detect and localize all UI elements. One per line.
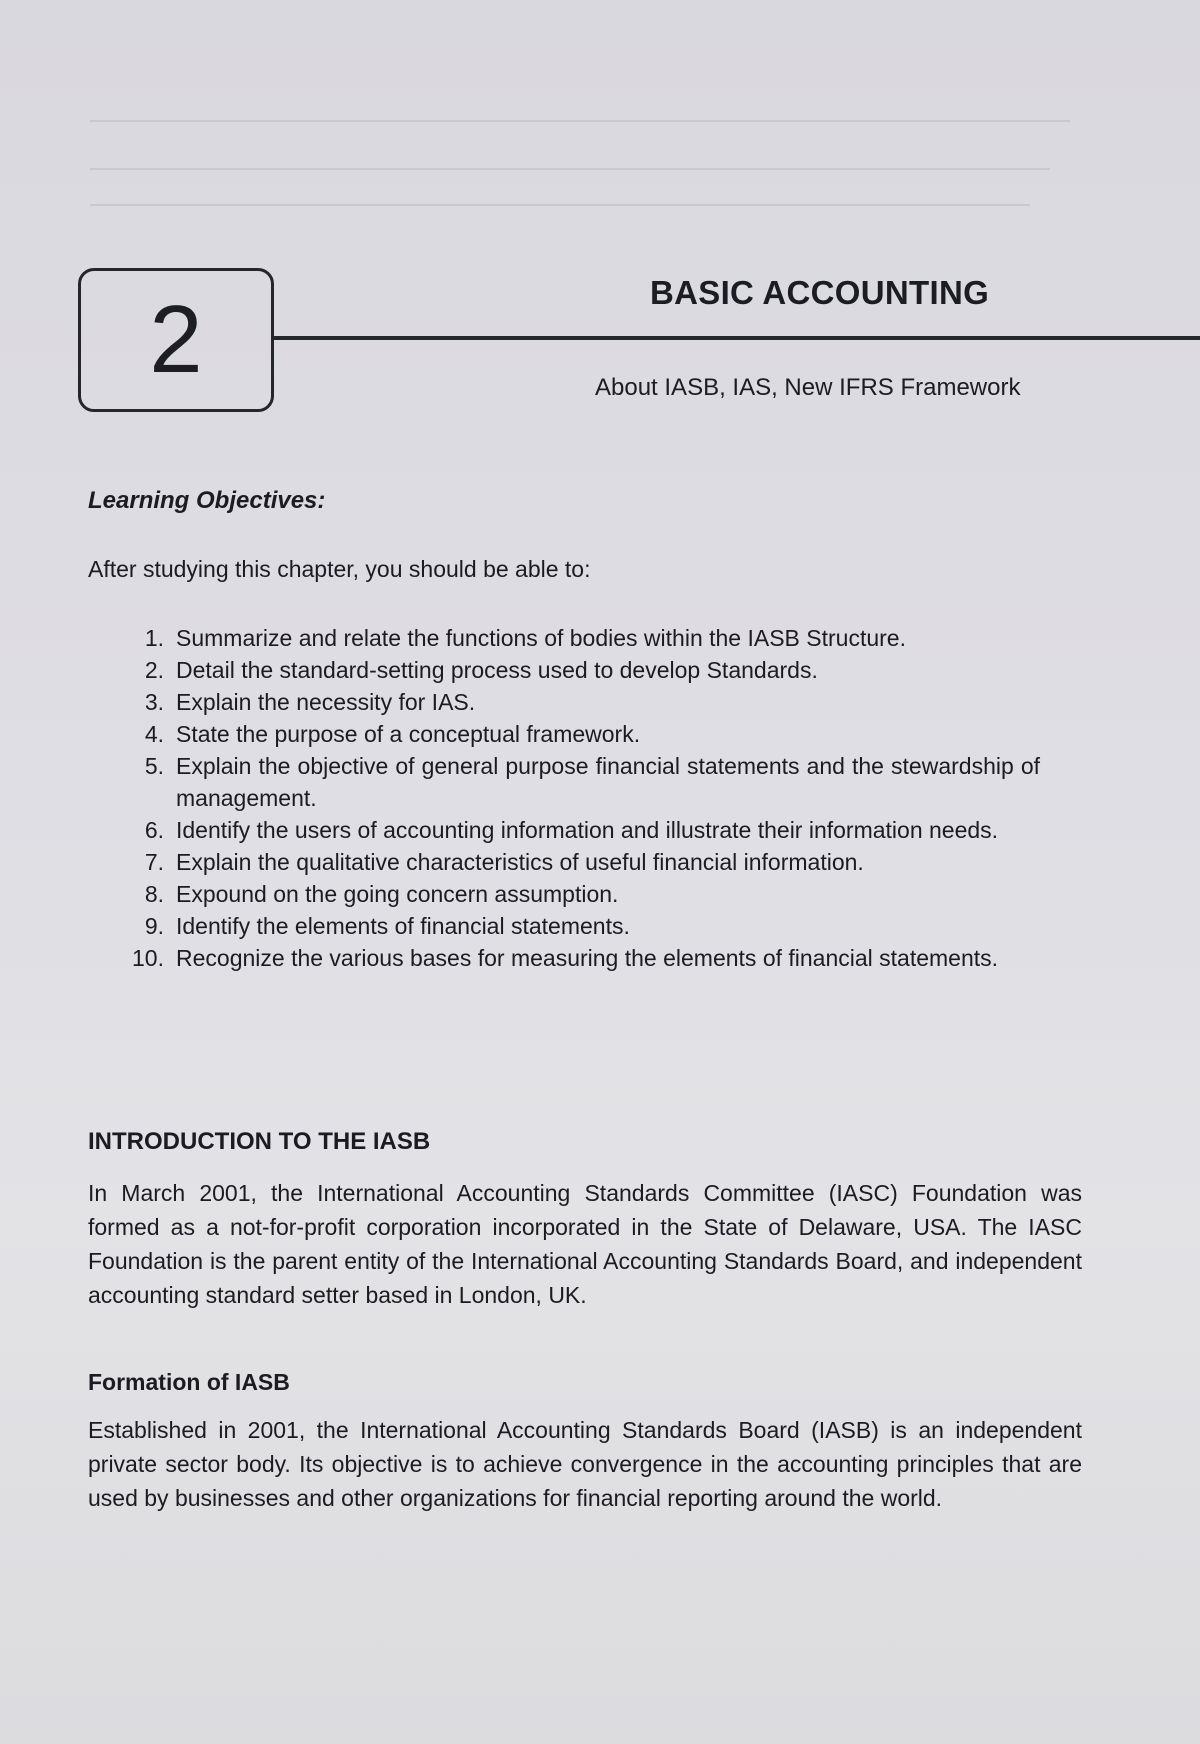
item-number: 6. xyxy=(144,817,164,843)
chapter-header-rule xyxy=(274,336,1200,340)
list-item xyxy=(120,750,1040,814)
introduction-paragraph: In March 2001, the International Accounting Standards Committee (IASC) Foundation was formed as a not-for-profit corporation incorporated in the State of Delaware, USA. The IASC Foundation is the parent entity of the International Accounting Standards Board, and independent accounting standard setter based in London, UK. xyxy=(88,1180,1082,1308)
item-number: 7. xyxy=(144,849,164,875)
objectives-list xyxy=(120,622,1040,974)
bleed-through-line xyxy=(90,120,1070,122)
item-text: Expound on the going concern assumption. xyxy=(176,881,619,907)
list-item xyxy=(120,654,1040,686)
chapter-title: BASIC ACCOUNTING xyxy=(650,274,990,311)
item-number: 8. xyxy=(144,881,164,907)
item-number: 2. xyxy=(144,657,164,683)
item-text: Explain the objective of general purpose financial statements and the stewardship of management. xyxy=(176,753,1040,811)
list-item xyxy=(120,846,1040,878)
item-text: State the purpose of a conceptual framework. xyxy=(176,721,641,747)
item-text: Explain the necessity for IAS. xyxy=(176,689,476,715)
chapter-subtitle: About IASB, IAS, New IFRS Framework xyxy=(595,374,1021,401)
item-number: 10. xyxy=(132,945,164,971)
item-number: 9. xyxy=(144,913,164,939)
list-item xyxy=(120,942,1040,974)
item-number: 3. xyxy=(144,689,164,715)
list-item xyxy=(120,686,1040,718)
introduction-heading: INTRODUCTION TO THE IASB xyxy=(88,1128,431,1155)
list-item xyxy=(120,718,1040,750)
item-text: Summarize and relate the functions of bodies within the IASB Structure. xyxy=(176,625,906,651)
list-item xyxy=(120,878,1040,910)
list-item xyxy=(120,814,1040,846)
list-item xyxy=(120,910,1040,942)
item-text: Identify the elements of financial statements. xyxy=(176,913,630,939)
formation-paragraph: Established in 2001, the International Accounting Standards Board (IASB) is an independent private sector body. Its objective is to achieve convergence in the accounting principles that are used by businesses and other organizations for financial reporting around the world. xyxy=(88,1417,1082,1511)
bleed-through-line xyxy=(90,204,1030,206)
item-text: Detail the standard-setting process used to develop Standards. xyxy=(176,657,818,683)
item-text: Identify the users of accounting information and illustrate their information needs. xyxy=(176,817,999,843)
bleed-through-line xyxy=(90,168,1050,170)
item-text: Explain the qualitative characteristics of useful financial information. xyxy=(176,849,864,875)
list-item xyxy=(120,622,1040,654)
chapter-number: 2 xyxy=(149,286,203,393)
objectives-intro: After studying this chapter, you should be able to: xyxy=(88,556,591,582)
chapter-number-box xyxy=(78,268,274,412)
item-number: 1. xyxy=(144,625,164,651)
item-number: 5. xyxy=(144,753,164,779)
item-text: Recognize the various bases for measuring the elements of financial statements. xyxy=(176,945,999,971)
item-number: 4. xyxy=(144,721,164,747)
learning-objectives-heading: Learning Objectives: xyxy=(88,487,326,514)
formation-heading: Formation of IASB xyxy=(88,1369,290,1395)
